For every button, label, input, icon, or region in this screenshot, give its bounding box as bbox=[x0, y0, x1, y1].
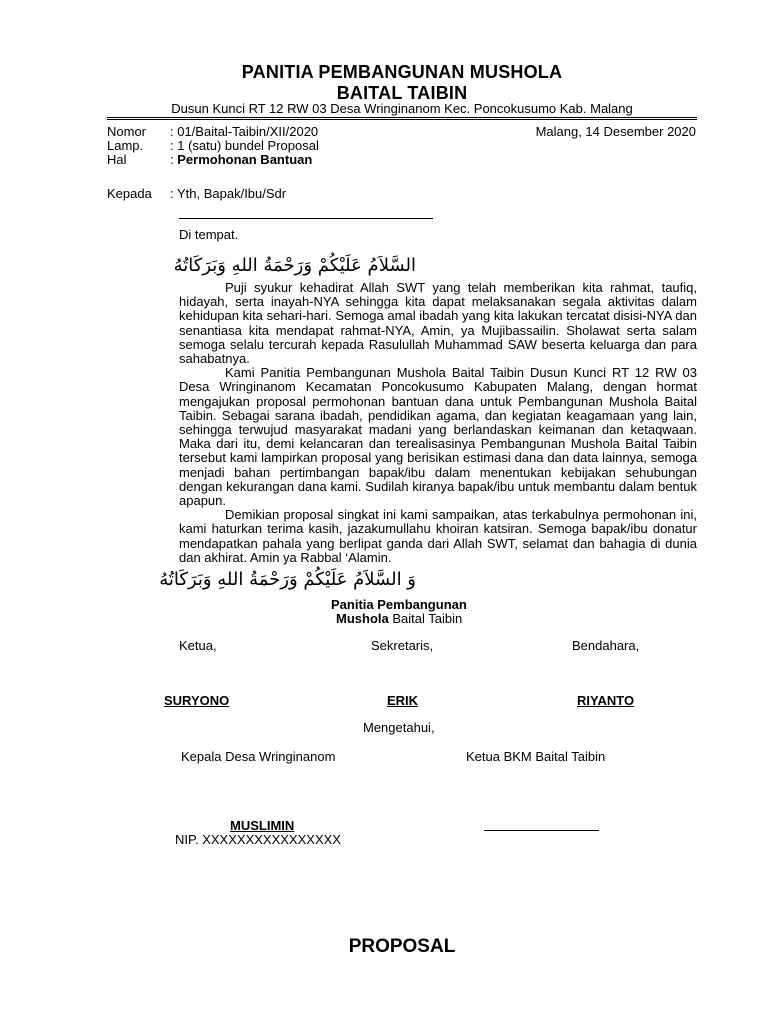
committee-line2-bold: Mushola bbox=[336, 611, 389, 626]
lamp-label: Lamp. bbox=[107, 138, 144, 153]
letter-date: Malang, 14 Desember 2020 bbox=[535, 124, 696, 139]
committee-line2-rest: Baital Taibin bbox=[388, 611, 463, 626]
proposal-title: PROPOSAL bbox=[348, 936, 456, 957]
body-paragraph-3: Demikian proposal singkat ini kami sampaikan, atas terkabulnya permohonan ini, kami haturkan terima kasih, jazakumullahu khoiran katsiran. Semoga bapak/ibu donatur mendapatkan pahala yang berlipat ganda dari Allah SWT, selamat dan bahagia di dunia dan akhirat. Amin ya Rabbal ‘Alamin. bbox=[179, 507, 697, 565]
kades-title: Kepala Desa Wringinanom bbox=[181, 749, 336, 764]
committee-line2 bbox=[336, 611, 462, 626]
di-tempat: Di tempat. bbox=[179, 227, 239, 242]
header-rule bbox=[107, 117, 697, 118]
ketua-title: Ketua, bbox=[179, 638, 217, 653]
kades-nip: NIP. XXXXXXXXXXXXXXXX bbox=[175, 832, 341, 847]
sekretaris-title: Sekretaris, bbox=[371, 638, 434, 653]
org-title-line2: BAITAL TAIBIN bbox=[336, 83, 468, 103]
sekretaris-name: ERIK bbox=[387, 693, 419, 708]
mengetahui-label: Mengetahui, bbox=[363, 720, 435, 735]
kepada-value: : Yth, Bapak/Ibu/Sdr bbox=[170, 186, 287, 201]
nomor-label: Nomor bbox=[107, 124, 147, 139]
lamp-value: : 1 (satu) bundel Proposal bbox=[170, 138, 319, 153]
recipient-blank-line bbox=[179, 218, 433, 219]
letter-body bbox=[179, 281, 697, 565]
body-paragraph-1: Puji syukur kehadirat Allah SWT yang telah memberikan kita rahmat, taufiq, hidayah, serta inayah-NYA sehingga kita dapat melaksanakan segala aktivitas dalam kehidupan kita sehari-hari. Semoga amal ibadah yang kita lakukan tercatat disisi-NYA dan senantiasa kita mendapat rahmat-NYA, Amin, ya Mujibassailin. Sholawat serta salam semoga selalu tercurah kepada Rasulullah Muhammad SAW beserta keluarga dan para sahabatnya. bbox=[179, 280, 697, 367]
hal-colon: : bbox=[170, 152, 178, 167]
kades-name: MUSLIMIN bbox=[230, 818, 295, 833]
bkm-signature-line bbox=[484, 830, 599, 831]
ketua-name: SURYONO bbox=[164, 693, 230, 708]
org-address: Dusun Kunci RT 12 RW 03 Desa Wringinanom Kec. Poncokusumo Kab. Malang bbox=[171, 101, 633, 116]
hal-label: Hal bbox=[107, 152, 127, 167]
hal-field bbox=[170, 153, 312, 166]
nomor-value: : 01/Baital-Taibin/XII/2020 bbox=[170, 124, 319, 139]
header-rule-thin bbox=[107, 119, 697, 120]
hal-value: Permohonan Bantuan bbox=[177, 152, 313, 167]
committee-line1: Panitia Pembangunan bbox=[331, 597, 467, 612]
bendahara-name: RIYANTO bbox=[577, 693, 635, 708]
bendahara-title: Bendahara, bbox=[572, 638, 640, 653]
body-paragraph-2: Kami Panitia Pembangunan Mushola Baital Taibin Dusun Kunci RT 12 RW 03 Desa Wringinanom Kecamatan Poncokusumo Kabupaten Malang, dengan hormat mengajukan proposal permohonan bantuan dana untuk Pembangunan Mushola Baital Taibin. Sebagai sarana ibadah, pendidikan agama, dan kegiatan keagamaan yang lain, sehingga terwujud masyarakat madani yang berlandaskan keimanan dan ketaqwaan. Maka dari itu, demi kelancaran dan terealisasinya Pembangunan Mushola Baital Taibin tersebut kami lampirkan proposal yang berisikan estimasi dana dan data lainnya, semoga menjadi bahan pertimbangan bapak/ibu dalam menentukan kebijakan sehubungan dengan kekurangan dana kami. Sudilah kiranya bapak/ibu untuk membantu dalam bentuk apapun. bbox=[179, 365, 697, 509]
greeting-closing: وَ السَّلاَمُ عَلَيْكُمْ وَرَحْمَةُ اللهِ وَبَرَكَاتُهُ bbox=[159, 569, 416, 590]
org-title-line1: PANITIA PEMBANGUNAN MUSHOLA bbox=[241, 62, 563, 82]
bkm-title: Ketua BKM Baital Taibin bbox=[466, 749, 606, 764]
kepada-label: Kepada bbox=[107, 186, 152, 201]
greeting-opening: السَّلاَمُ عَلَيْكُمْ وَرَحْمَةُ اللهِ وَبَرَكَاتُهُ bbox=[173, 255, 416, 276]
